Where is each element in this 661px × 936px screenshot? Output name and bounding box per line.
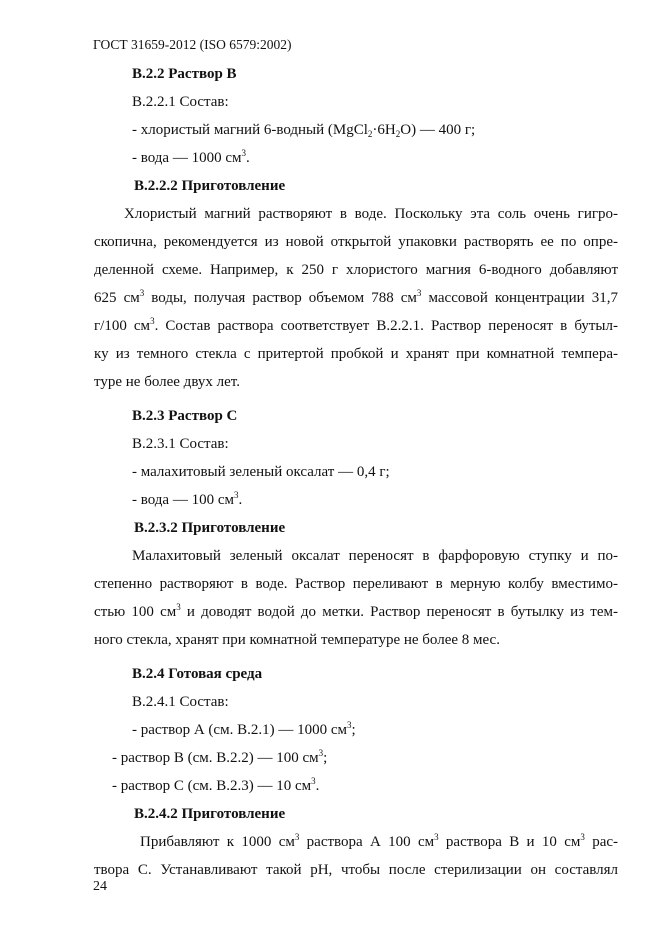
subsection-b241: В.2.4.1 Состав: xyxy=(132,694,229,710)
list-item: - раствор А (см. В.2.1) — 1000 $см^3$; xyxy=(132,720,356,738)
list-item: - раствор С (см. В.2.3) — 10 $см^3$. xyxy=(112,776,320,794)
section-title-b23: В.2.3 Раствор С xyxy=(132,408,238,424)
list-item: - раствор В (см. В.2.2) — 100 $см^3$; xyxy=(112,748,328,766)
subsection-b221: В.2.2.1 Состав: xyxy=(132,94,229,110)
subsection-b231: В.2.3.1 Состав: xyxy=(132,436,229,452)
paragraph-b222: Хлористый магний растворяют в воде. Поскольку эта соль очень гигро- скопична, рекомендуется из новой открытой упаковки растворять ее по опре- деленной схеме. Например, к 250 г хлористого магния 6-водного добавляют 625 $см^3$ воды, получая раствор объемом 788 $см^3$ массовой концентрации 31,7 г/100 $см^3$. Состав раствора соответствует В.2.2.1. Раствор переносят в бутыл- ку из темного стекла с притертой пробкой и хранят при комнатной темпера- туре не более двух лет. xyxy=(94,206,618,390)
list-item: - вода — 1000 $см^3$. xyxy=(132,148,250,166)
section-title-b22: В.2.2 Раствор В xyxy=(132,66,237,82)
paragraph-b242: Прибавляют к 1000 $см^3$ раствора А 100 $см^3$ раствора В и 10 $см^3$ рас- твора С. Устанавливают такой pH, чтобы после стерилизации он составлял xyxy=(94,832,618,878)
section-title-b24: В.2.4 Готовая среда xyxy=(132,666,263,682)
document-header: ГОСТ 31659-2012 (ISO 6579:2002) xyxy=(93,37,292,52)
list-item: - вода — 100 $см^3$. xyxy=(132,490,243,508)
page-number: 24 xyxy=(93,879,107,894)
subsection-b222: В.2.2.2 Приготовление xyxy=(134,178,286,194)
paragraph-b232: Малахитовый зеленый оксалат переносят в фарфоровую ступку и по- степенно растворяют в воде. Раствор переливают в мерную колбу вместимо- стью 100 $см^3$ и доводят водой до метки. Раствор переносят в бутылку из тем- ного стекла, хранят при комнатной температуре не более 8 мес. xyxy=(94,548,618,648)
subsection-b242: В.2.4.2 Приготовление xyxy=(134,806,286,822)
subsection-b232: В.2.3.2 Приготовление xyxy=(134,520,286,536)
list-item: - хлористый магний 6-водный $(MgCl_2\cdot 6H_2O)$ — 400 г; xyxy=(132,122,476,139)
document-body xyxy=(94,60,618,884)
list-item: - малахитовый зеленый оксалат — 0,4 г; xyxy=(132,464,390,480)
